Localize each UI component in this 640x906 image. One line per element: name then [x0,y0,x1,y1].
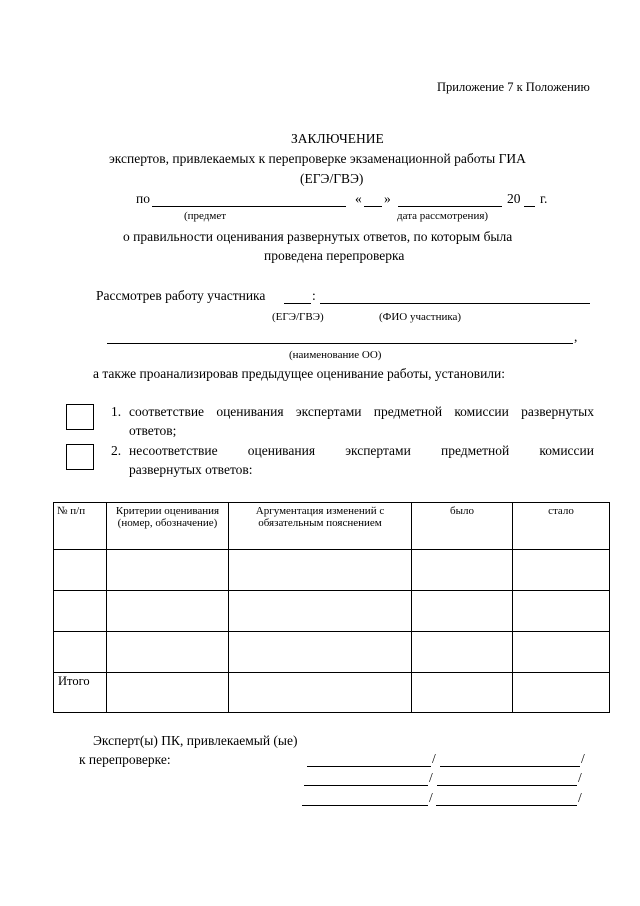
option-2-word: оценивания [247,443,316,458]
table-cell[interactable] [107,632,229,673]
hint-exam: (ЕГЭ/ГВЭ) [272,311,324,323]
option-2-word: несоответствие [129,443,218,458]
table-cell[interactable] [229,591,412,632]
option-1-line-2: ответов; [129,423,177,438]
table-cell[interactable] [107,591,229,632]
quote-open: « [355,191,362,206]
total-label: Итого [54,673,107,713]
table-cell[interactable] [54,632,107,673]
day-field[interactable] [364,206,382,207]
option-2-word: комиссии [539,443,594,458]
column-header-argumentation: Аргументация изменений с обязательным пояснением [229,503,412,550]
table-cell[interactable] [54,550,107,591]
option-1-word: оценивания [216,404,284,419]
hint-subject: (предмет [184,210,227,222]
option-2-word: экспертами [345,443,411,458]
option-2-checkbox[interactable] [66,444,94,470]
signature-label-2: к перепроверке: [79,752,171,767]
option-2-word: предметной [440,443,510,458]
table-cell[interactable] [107,673,229,713]
expert-3-signature-field[interactable] [302,805,428,806]
column-header-before: было [412,503,513,550]
option-1-checkbox[interactable] [66,404,94,430]
table-cell[interactable] [513,673,610,713]
table-cell[interactable] [412,632,513,673]
title-line-1: экспертов, привлекаемых к перепроверке экзаменационной работы ГИА [109,151,526,166]
participant-name-field[interactable] [320,303,590,304]
table-cell[interactable] [107,550,229,591]
table-cell[interactable] [229,550,412,591]
table-row [54,550,610,591]
reviewed-colon: : [312,288,316,303]
option-1-word: комиссии [454,404,509,419]
table-row [54,591,610,632]
exam-type-field[interactable] [284,303,311,304]
option-1-word: предметной [373,404,443,419]
document-title: ЗАКЛЮЧЕНИЕ [291,131,384,146]
option-1-number: 1. [111,404,122,419]
year-prefix: 20 [507,191,521,206]
assessment-table [53,502,610,713]
organization-field[interactable] [107,343,573,344]
subject-field[interactable] [152,206,346,207]
table-row [54,632,610,673]
option-1-word: экспертами [295,404,362,419]
hint-org: (наименование ОО) [289,349,382,361]
table-cell[interactable] [412,550,513,591]
signature-slash: / [432,751,436,766]
expert-3-name-field[interactable] [436,805,577,806]
title-line-3: о правильности оценивания развернутых ответов, по которым была [123,229,513,244]
table-cell[interactable] [513,632,610,673]
column-header-criteria: Критерии оценивания (номер, обозначение) [107,503,229,550]
option-1-line-1 [129,404,594,420]
title-line-4: проведена перепроверка [264,248,405,263]
also-analyzed-text: а также проанализировав предыдущее оценивание работы, установили: [93,366,506,381]
option-1-word: развернутых [521,404,594,419]
year-field[interactable] [524,206,535,207]
table-cell[interactable] [412,673,513,713]
signature-slash: / [578,790,582,805]
signature-label-1: Эксперт(ы) ПК, привлекаемый (ые) [93,733,298,748]
reviewed-label: Рассмотрев работу участника [96,288,266,303]
column-header-number: № п/п [54,503,107,550]
expert-1-signature-field[interactable] [307,766,431,767]
expert-2-signature-field[interactable] [304,785,428,786]
year-suffix: г. [540,191,548,206]
table-cell[interactable] [229,673,412,713]
table-header-row [54,503,610,550]
hint-fio: (ФИО участника) [379,311,462,323]
table-cell[interactable] [54,591,107,632]
signature-slash: / [578,770,582,785]
expert-2-name-field[interactable] [437,785,577,786]
org-comma: , [574,329,578,344]
title-po: по [136,191,150,206]
option-1-word: соответствие [129,404,205,419]
quote-close: » [384,191,391,206]
table-total-row [54,673,610,713]
option-2-number: 2. [111,443,122,458]
expert-1-name-field[interactable] [440,766,580,767]
option-2-line-2: развернутых ответов: [129,462,253,477]
signature-slash: / [581,751,585,766]
table-cell[interactable] [513,591,610,632]
signature-slash: / [429,770,433,785]
title-line-2: (ЕГЭ/ГВЭ) [300,171,364,186]
column-header-after: стало [513,503,610,550]
month-field[interactable] [398,206,502,207]
table-cell[interactable] [229,632,412,673]
appendix-label: Приложение 7 к Положению [437,80,590,94]
table-cell[interactable] [513,550,610,591]
hint-date: дата рассмотрения) [397,210,489,222]
option-2-line-1 [129,443,594,459]
signature-slash: / [429,790,433,805]
table-cell[interactable] [412,591,513,632]
